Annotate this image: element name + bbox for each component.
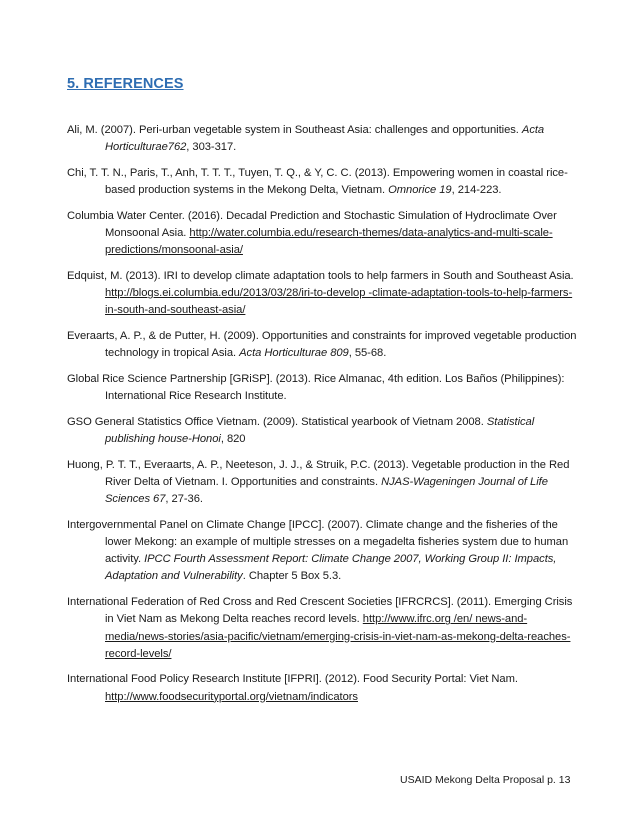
ref-link[interactable]: http://www.foodsecurityportal.org/vietnam/indicators bbox=[105, 690, 358, 703]
ref-text: GSO General Statistics Office Vietnam. (2009). Statistical yearbook of Vietnam 2008. bbox=[67, 415, 487, 428]
reference-item bbox=[67, 671, 577, 705]
ref-text: Columbia Water Center. (2016). Decadal Prediction and Stochastic Simulation of Hydroclimate Over Monsoonal Asia. bbox=[67, 209, 557, 240]
page-footer: USAID Mekong Delta Proposal p. 13 bbox=[400, 774, 571, 786]
ref-text: Everaarts, A. P., & de Putter, H. (2009). Opportunities and constraints for improved vegetable production technology in tropical Asia. bbox=[67, 330, 577, 360]
ref-text: International Federation of Red Cross and Red Crescent Societies [IFRCRCS]. (2011). Emerging Crisis in Viet Nam as Mekong Delta reaches record levels. bbox=[67, 596, 573, 626]
ref-pages: . Chapter 5 Box 5.3. bbox=[242, 570, 342, 583]
ref-text: Global Rice Science Partnership [GRiSP]. (2013). Rice Almanac, 4th edition. Los Baños (Philippines): International Rice Research Institute. bbox=[67, 372, 565, 403]
ref-text: International Food Policy Research Institute [IFPRI]. (2012). Food Security Portal: Viet Nam. bbox=[67, 673, 518, 686]
ref-source: Acta Horticulturae 809 bbox=[239, 347, 349, 360]
reference-item bbox=[67, 165, 577, 199]
reference-item bbox=[67, 594, 577, 663]
section-title: 5. REFERENCES bbox=[67, 76, 184, 92]
ref-source: IPCC Fourth Assessment Report: Climate Change 2007, Working Group II: Impacts, Adaptation and Vulnerability bbox=[105, 553, 557, 583]
ref-text: Huong, P. T. T., Everaarts, A. P., Neeteson, J. J., & Struik, P.C. (2013). Vegetable production in the Red River Delta of Vietnam. I. Opportunities and constraints. bbox=[67, 458, 570, 488]
ref-text: Edquist, M. (2013). IRI to develop climate adaptation tools to help farmers in South and Southeast Asia. bbox=[67, 269, 574, 282]
reference-item bbox=[67, 457, 577, 509]
ref-pages: , 27-36. bbox=[165, 493, 203, 506]
ref-text: Intergovernmental Panel on Climate Change [IPCC]. (2007). Climate change and the fisheries of the lower Mekong: an example of multiple stresses on a megadelta fisheries system due to human activity. bbox=[67, 518, 569, 566]
reference-item bbox=[67, 371, 577, 405]
ref-source: Statistical publishing house-Honoi bbox=[105, 415, 535, 446]
ref-pages: , 55-68. bbox=[348, 347, 387, 360]
reference-item bbox=[67, 122, 577, 156]
reference-item bbox=[67, 414, 577, 448]
reference-item bbox=[67, 517, 577, 586]
ref-link[interactable]: http://www.ifrc.org /en/ news-and-media/news-stories/asia-pacific/vietnam/emerging-crisis-in-viet-nam-as-mekong-delta-reaches-record-levels/ bbox=[105, 613, 571, 660]
ref-pages: , 303-317. bbox=[186, 141, 237, 154]
ref-pages: , 214-223. bbox=[451, 184, 502, 197]
reference-item bbox=[67, 208, 577, 260]
ref-pages: , 820 bbox=[220, 433, 246, 446]
ref-source: Acta Horticulturae762 bbox=[105, 124, 545, 154]
ref-link[interactable]: http://blogs.ei.columbia.edu/2013/03/28/iri-to-develop -climate-adaptation-tools-to-help-farmers-in-south-and-southeast-asia/ bbox=[105, 287, 573, 317]
reference-item bbox=[67, 268, 577, 320]
reference-list bbox=[67, 122, 577, 714]
ref-link[interactable]: http://water.columbia.edu/research-themes/data-analytics-and-multi-scale-predictions/monsoonal-asia/ bbox=[105, 227, 553, 257]
ref-source: NJAS-Wageningen Journal of Life Sciences 67 bbox=[105, 475, 548, 506]
ref-source: Omnorice 19 bbox=[388, 184, 452, 197]
reference-item bbox=[67, 328, 577, 362]
ref-text: Chi, T. T. N., Paris, T., Anh, T. T. T., Tuyen, T. Q., & Y, C. C. (2013). Empowering women in coastal rice-based production systems in the Mekong Delta, Vietnam. bbox=[67, 166, 568, 197]
ref-text: Ali, M. (2007). Peri-urban vegetable system in Southeast Asia: challenges and opportunities. bbox=[67, 124, 522, 136]
